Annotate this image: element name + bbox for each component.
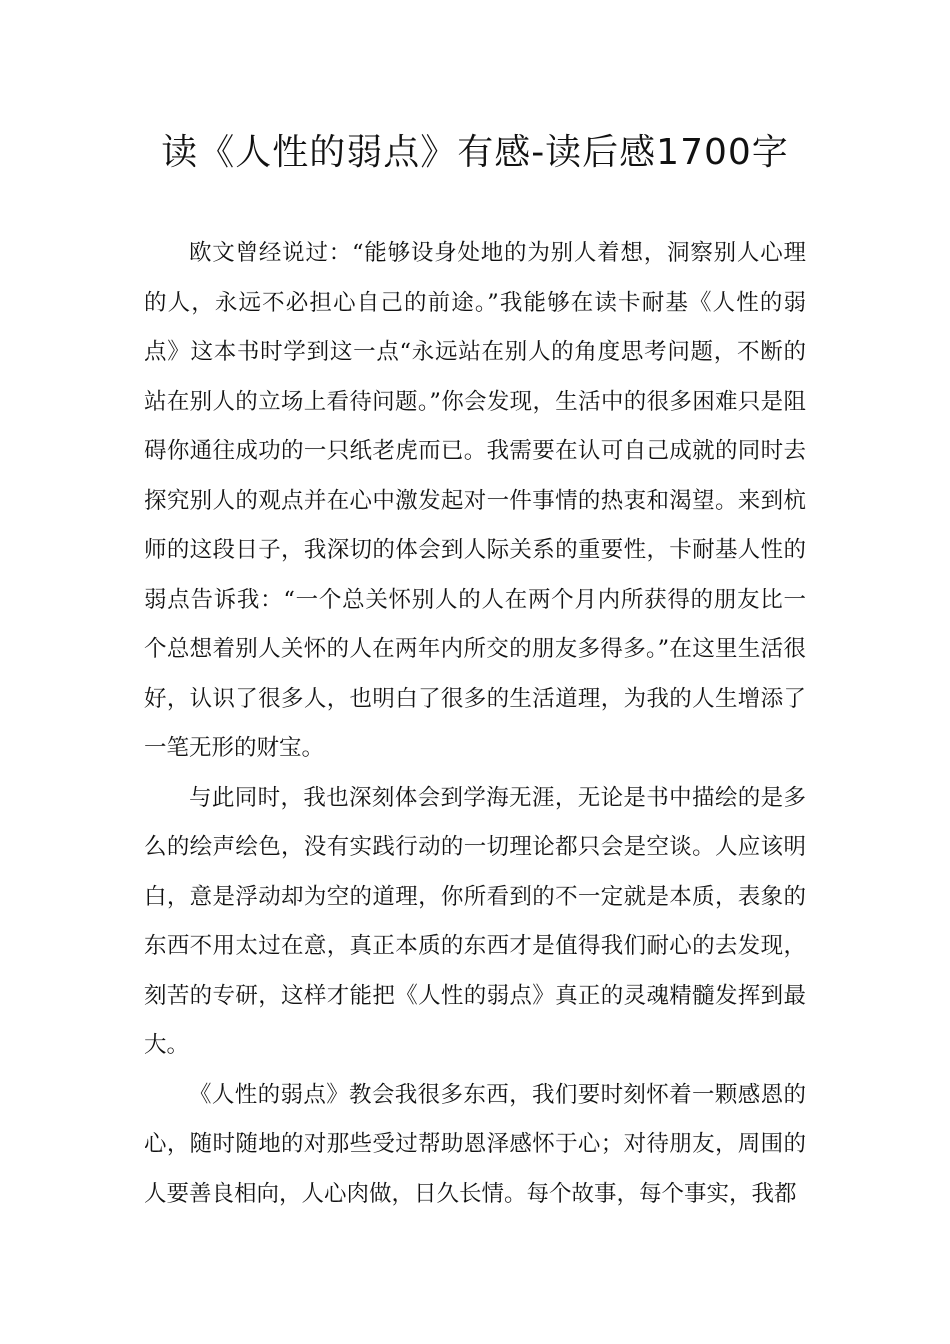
paragraph-3: 《人性的弱点》教会我很多东西，我们要时刻怀着一颗感恩的心，随时随地的对那些受过帮助恩泽感怀于心；对待朋友，周围的人要善良相向，人心肉做，日久长情。每个故事，每个事实，我都 [144, 1081, 806, 1207]
document-title: 读《人性的弱点》有感-读后感1700字 [161, 132, 789, 173]
paragraph-2: 与此同时，我也深刻体会到学海无涯，无论是书中描绘的是多么的绘声绘色，没有实践行动的一切理论都只会是空谈。人应该明白，意是浮动却为空的道理，你所看到的不一定就是本质，表象的东西不用太过在意，真正本质的东西才是值得我们耐心的去发现，刻苦的专研，这样才能把《人性的弱点》真正的灵魂精髓发挥到最大。 [144, 784, 806, 1058]
paragraph-1: 欧文曾经说过：“能够设身处地的为别人着想，洞察别人心理的人，永远不必担心自己的前途。”我能够在读卡耐基《人性的弱点》这本书时学到这一点“永远站在别人的角度思考问题，不断的站在别人的立场上看待问题。”你会发现，生活中的很多困难只是阻碍你通往成功的一只纸老虎而已。我需要在认可自己成就的同时去探究别人的观点并在心中激发起对一件事情的热衷和渴望。来到杭师的这段日子，我深切的体会到人际关系的重要性，卡耐基人性的弱点告诉我：“一个总关怀别人的人在两个月内所获得的朋友比一个总想着别人关怀的人在两年内所交的朋友多得多。”在这里生活很好，认识了很多人，也明白了很多的生活道理，为我的人生增添了一笔无形的财宝。 [144, 240, 806, 761]
document-body [144, 229, 806, 1219]
